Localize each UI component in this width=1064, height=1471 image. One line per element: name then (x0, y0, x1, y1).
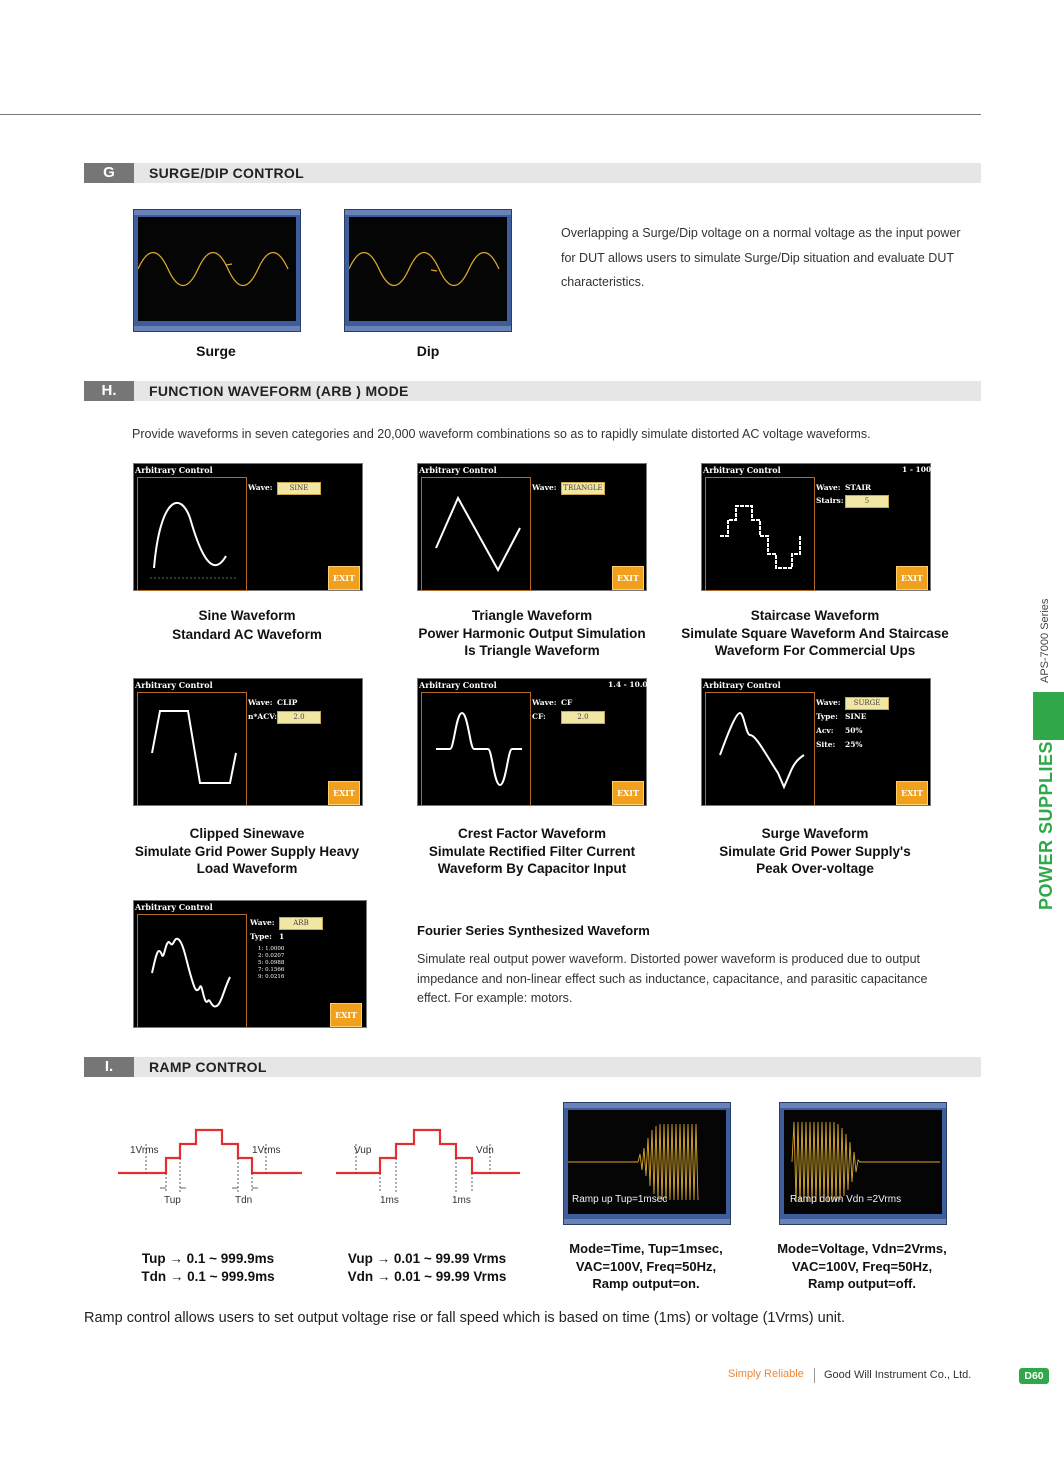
cf-panel (417, 678, 647, 806)
wave-label: Wave: (532, 483, 557, 492)
wave-value: SURGE (845, 697, 889, 710)
footer-company: Good Will Instrument Co., Ltd. (824, 1369, 972, 1381)
surge-dip-description: Overlapping a Surge/Dip voltage on a normal voltage as the input power for DUT allows users to simulate Surge/Dip situation and evaluate DUT characteristics. (561, 226, 961, 289)
wave-label: Wave: (532, 698, 557, 707)
caption-line: Standard AC Waveform (172, 626, 322, 642)
section-g-header (84, 163, 981, 183)
acv-value: 50% (845, 726, 863, 735)
panel-header: Arbitrary Control (135, 902, 213, 912)
section-title: RAMP CONTROL (149, 1059, 267, 1075)
type-label: Type: (250, 932, 272, 941)
wave-value: CF (561, 698, 573, 707)
tup-label: Tup (164, 1195, 181, 1206)
exit-button: EXIT (612, 566, 644, 590)
ramp-summary: Ramp control allows users to set output voltage rise or fall speed which is based on time (1ms) or voltage (1Vrms) unit. (84, 1310, 846, 1326)
wave-label: Wave: (248, 483, 273, 492)
ramp-up-spec (551, 1240, 741, 1293)
exit-button: EXIT (612, 781, 644, 805)
ramp-voltage-diagram (334, 1120, 524, 1210)
harmonic-5: 5: 0.0988 (258, 960, 285, 966)
fourier-title: Fourier Series Synthesized Waveform (417, 923, 650, 938)
wave-value: CLIP (277, 698, 298, 707)
panel-header: Arbitrary Control (419, 465, 497, 475)
caption-line: Waveform By Capacitor Input (437, 861, 627, 876)
ramp-time-spec (118, 1250, 298, 1286)
surge-caption: Surge (196, 343, 236, 359)
spec-line: Vdn → 0.01 ~ 99.99 Vrms (347, 1269, 507, 1284)
caption-line: Load Waveform (196, 861, 298, 876)
dip-caption: Dip (416, 343, 440, 359)
caption-line: Peak Over-voltage (756, 861, 874, 876)
wave-label: Wave: (250, 918, 275, 927)
panel-header: Arbitrary Control (703, 680, 781, 690)
surge-wave-caption (675, 825, 955, 878)
stairs-value: 5 (845, 495, 889, 508)
cf-caption (407, 825, 657, 878)
type-label: Type: (816, 712, 838, 721)
type-value: SINE (845, 712, 867, 721)
footer-slogan: Simply Reliable (728, 1368, 804, 1380)
ramp-voltage-spec (332, 1250, 522, 1286)
surge-panel (701, 678, 931, 806)
ms-label-1: 1ms (380, 1195, 399, 1206)
range-label: 1 - 100 (902, 465, 932, 474)
wave-label: Wave: (248, 698, 273, 707)
harmonic-9: 9: 0.0216 (258, 974, 285, 980)
arb-panel (133, 900, 367, 1028)
dip-scope-image (344, 209, 512, 332)
section-title: FUNCTION WAVEFORM (ARB ) MODE (149, 383, 409, 399)
range-label: 1.4 - 10.0 (608, 680, 648, 689)
wave-value: ARB (279, 917, 323, 930)
clip-caption (123, 825, 371, 878)
cf-value: 2.0 (561, 711, 605, 724)
section-h-header (84, 381, 981, 401)
sine-caption (133, 607, 361, 643)
ramp-left-label: 1Vrms (130, 1145, 159, 1156)
spec-line: Ramp output=on. (592, 1276, 700, 1291)
panel-header: Arbitrary Control (419, 680, 497, 690)
ramp-up-text: Ramp up Tup=1msec (572, 1194, 668, 1205)
type-value: 1 (279, 932, 285, 941)
exit-button: EXIT (328, 781, 360, 805)
exit-button: EXIT (330, 1003, 362, 1027)
wave-value: STAIR (845, 483, 872, 492)
caption-line: Simulate Grid Power Supply Heavy (134, 843, 360, 859)
section-letter: G (84, 163, 134, 183)
caption-line: Simulate Square Waveform And Staircase (681, 625, 949, 641)
wave-label: Wave: (816, 698, 841, 707)
wave-label: Wave: (816, 483, 841, 492)
category-label: POWER SUPPLIES (1036, 740, 1056, 910)
spec-line: VAC=100V, Freq=50Hz, (575, 1258, 717, 1274)
ramp-up-scope-image (563, 1102, 731, 1225)
caption-line: Staircase Waveform (750, 608, 880, 623)
section-i-header (84, 1057, 981, 1077)
acv-label: Acv: (816, 726, 834, 735)
ramp-down-text: Ramp down Vdn =2Vrms (790, 1194, 902, 1205)
fourier-text: Simulate real output power waveform. Distorted power waveform is produced due to output impedance and non-linear effect such as inductance, capacitance, and parasitic capacitance effect. For example: motors. (417, 952, 928, 1005)
spec-line: Vup → 0.01 ~ 99.99 Vrms (347, 1251, 507, 1266)
section-title: SURGE/DIP CONTROL (149, 165, 304, 181)
caption-line: Surge Waveform (761, 826, 869, 841)
caption-line: Triangle Waveform (471, 608, 593, 623)
ramp-down-scope-image (779, 1102, 947, 1225)
spec-line: Ramp output=off. (808, 1276, 916, 1291)
spec-line: Mode=Voltage, Vdn=2Vrms, (777, 1241, 947, 1256)
caption-line: Is Triangle Waveform (464, 643, 600, 658)
site-label: Site: (816, 740, 836, 749)
panel-header: Arbitrary Control (135, 465, 213, 475)
exit-button: EXIT (328, 566, 360, 590)
ramp-right-label: 1Vrms (252, 1145, 281, 1156)
panel-header: Arbitrary Control (703, 465, 781, 475)
arb-intro: Provide waveforms in seven categories and 20,000 waveform combinations so as to rapidly simulate distorted AC voltage waveforms. (132, 427, 871, 441)
side-green-tab (1033, 692, 1064, 740)
ramp-down-spec (762, 1240, 962, 1293)
section-letter: H. (84, 381, 134, 401)
wave-value: TRIANGLE (561, 482, 605, 495)
vdn-label: Vdn (476, 1145, 494, 1156)
harmonic-2: 2: 0.0207 (258, 953, 285, 959)
spec-line: Tup → 0.1 ~ 999.9ms (141, 1251, 275, 1266)
triangle-panel (417, 463, 647, 591)
caption-line: Waveform For Commercial Ups (714, 643, 916, 658)
surge-scope-image (133, 209, 301, 332)
vup-label: Vup (354, 1145, 372, 1156)
site-value: 25% (845, 740, 863, 749)
spec-line: Mode=Time, Tup=1msec, (569, 1241, 723, 1256)
stair-panel (701, 463, 931, 591)
exit-button: EXIT (896, 566, 928, 590)
caption-line: Power Harmonic Output Simulation (418, 625, 646, 641)
caption-line: Clipped Sinewave (189, 826, 305, 841)
cf-label: CF: (532, 712, 546, 721)
sine-panel (133, 463, 363, 591)
caption-line: Simulate Rectified Filter Current (428, 843, 636, 859)
exit-button: EXIT (896, 781, 928, 805)
section-letter: I. (84, 1057, 134, 1077)
spec-line: VAC=100V, Freq=50Hz, (791, 1258, 933, 1274)
footer-divider (814, 1368, 815, 1383)
stairs-label: Stairs: (816, 496, 844, 505)
acv-value: 2.0 (277, 711, 321, 724)
spec-line: Tdn → 0.1 ~ 999.9ms (141, 1269, 275, 1284)
tdn-label: Tdn (235, 1195, 253, 1206)
wave-value: SINE (277, 482, 321, 495)
harmonic-7: 7: 0.1566 (258, 967, 285, 973)
acv-label: n*ACV: (248, 712, 277, 721)
series-label: APS-7000 Series (1039, 598, 1051, 683)
page-number-badge: D60 (1019, 1368, 1049, 1384)
ms-label-2: 1ms (452, 1195, 471, 1206)
stair-caption (675, 607, 955, 660)
harmonic-1: 1: 1.0000 (258, 946, 285, 952)
clip-panel (133, 678, 363, 806)
ramp-time-diagram (116, 1120, 306, 1210)
caption-line: Simulate Grid Power Supply's (719, 843, 911, 859)
caption-line: Sine Waveform (198, 608, 296, 623)
top-rule (0, 114, 981, 115)
triangle-caption (407, 607, 657, 660)
panel-header: Arbitrary Control (135, 680, 213, 690)
caption-line: Crest Factor Waveform (457, 826, 607, 841)
